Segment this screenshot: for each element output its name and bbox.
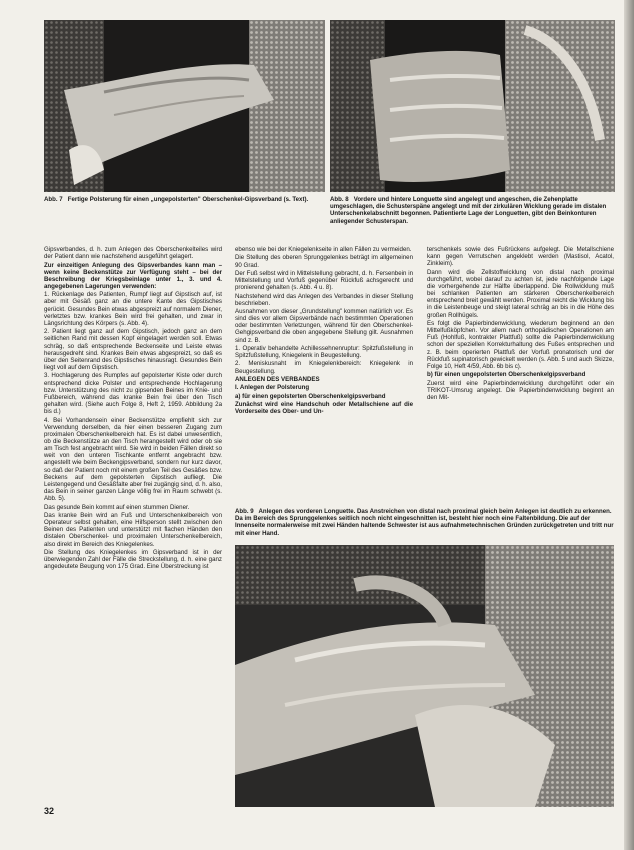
paragraph: ebenso wie bei der Kniegelenkseite in allen Fällen zu vermeiden. — [235, 246, 412, 253]
list-item: 1. Operativ behandelte Achillessehnenruptur: Spitzfußstellung in Spitzfußstellung, Kniegelenk in Beugestellung. — [235, 344, 413, 360]
text-column-3 — [427, 246, 614, 402]
figure-7-label: Abb. 7 — [44, 196, 63, 203]
paragraph: Das kranke Bein wird an Fuß und Unterschenkelbereich von Operateur selbst gehalten, eine Hilfsperson stellt zwischen den Beinen des Patienten und unterstützt mit flachen Händen den distalen Oberschenkel- und proximalen Unterschenkelbereich, also direkt im Bereich des Kniegelenkes. — [44, 511, 222, 548]
text-column-2 — [235, 246, 413, 417]
paragraph: Die Stellung des oberen Sprunggelenkes beträgt im allgemeinen 90 Grad. — [235, 254, 413, 269]
list-item: 2. Patient liegt ganz auf dem Gipstisch, jedoch ganz an dem seitlichen Rand mit dessen Kopf eingelagert werden soll. Etwas schräg, so daß entsprechende Beckenseite und Leiste etwas herausgedreht sind. Krankes Bein etwas abgespreizt, so daß es über den Seitenrand des Gipstisches hinausragt. Gesundes Bein liegt voll auf dem Gipstisch. — [44, 328, 222, 372]
paragraph: Gipsverbandes, d. h. zum Anlegen des Oberschenkelteiles wird der Patient dann wie nachstehend ausgeführt gelagert. — [44, 246, 222, 261]
figure-7-caption — [44, 196, 325, 203]
figure-8-caption-text: Vordere und hintere Longuette sind angelegt und angeschen, die Zehenplatte umgeschlagen, die Schusterspäne angelegt und mit der zirkulären Wicklung gerade im distalen Unterschenkelabschnitt begonnen. Patientierte Lage der Longuetten, gibt den Beinkonturen anliegender Schusterspan. — [330, 196, 607, 225]
subsection-heading: a) für einen gepolsterten Oberschenkelgipsverband — [235, 392, 386, 400]
list-item: 2. Meniskusnaht im Kniegelenkbereich: Kniegelenk in Beugestellung. — [235, 360, 413, 375]
subsection-heading: b) für einen ungepolsterten Oberschenkelgipsverband — [427, 371, 586, 379]
figure-9-label: Abb. 9 — [235, 508, 254, 515]
paragraph: Die Stellung des Kniegelenkes im Gipsverband ist in der überwiegenden Zahl der Fälle die Streckstellung, d. h. eine ganz angedeutete Beugung von 175 Grad. Eine Überstreckung ist — [44, 548, 222, 571]
paragraph: Der Fuß selbst wird in Mittelstellung gebracht, d. h. Fersenbein in Mittelstellung und Vorfuß gegenüber Rückfuß achsgerecht und pronierend gehalten (s. Abb. 4 u. 8). — [235, 269, 413, 292]
list-item: 4. Bei Vorhandensein einer Beckenstütze empfiehlt sich zur Verwendung derselben, da hier einen besseren Zugang zum proximalen Oberschenkelbereich hat. Es ist dabei unwesentlich, ob die Beckenstütze an den Tisch herangestellt wird oder ob sie am Tisch fest angebracht wird. Sie wird in beiden Fällen direkt so weit von den unteren Tischkante entfernt angebracht bzw. angestellt wie beim Beckengipsverband, sondern nur kurz davor, so daß der Patient noch mit einem großen Teil des Gesäßes bzw. Beckens auf dem gepolsterten Gipstisch aufliegt. Die Leistengegend und Gesäßfalte aber frei zugängig sind, d. h. also, das Bein in seiner ganzen Länge völlig frei im Raum schwebt (s. Abb. 5). — [44, 416, 222, 503]
figure-7-image — [44, 20, 325, 192]
page-spine-shadow — [624, 0, 634, 850]
figure-7-caption-text: Fertige Polsterung für einen „ungepolsterten" Oberschenkel-Gipsverband (s. Text). — [67, 196, 309, 203]
figure-8-caption — [330, 196, 615, 225]
paragraph: Dann wird die Zellstoffwicklung von distal nach proximal durchgeführt, wobei darauf zu achten ist, jede nachfolgende Lage die vorhergehende zur Hälfte überlappend. Die Rollwicklung muß bei schlanken Patienten am stärkeren Oberschenkelbereich entsprechend breit gewählt werden. Proximal reicht die Wicklung bis in die Leistenbeuge und steigt lateral schräg an bis in die Höhe des großen Rollhügels. — [427, 268, 614, 319]
paragraph: terschenkels sowie des Fußrückens aufgelegt. Die Metallschiene kann gegen Verrutschen angeklebt werden (Mastisol, Acatol, Zinkleim). — [427, 246, 614, 268]
figure-9-caption — [235, 508, 614, 537]
subsection-heading: I. Anlegen der Polsterung — [235, 384, 310, 392]
paragraph: Das gesunde Bein kommt auf einen stummen Diener. — [44, 503, 190, 511]
list-item: 3. Hochlagerung des Rumpfes auf gepolsterter Kiste oder durch entsprechend dicke Polster und entsprechende Hochlagerung bzw. Unterstützung des nicht zu gipsenden Beines im Knie- und Fußbereich, während das kranke Bein frei über den Tisch gehalten wird. (Siehe auch Folge 8, Heft 2, 1959. Abbildung 2a bis d.) — [44, 372, 222, 416]
paragraph: Ausnahmen von dieser „Grundstellung" kommen natürlich vor. Es sind dies vor allem Gipsverbände nach bestimmten Operationen oder bestimmten Verletzungen, während für den Oberschenkel-Gehgipsverband die oben angegebene Stellung gilt. Ausnahmen sind z. B. — [235, 308, 413, 344]
figure-8-label: Abb. 8 — [330, 196, 349, 203]
figure-9-caption-text: Anlegen des vorderen Longuette. Das Anstreichen von distal nach proximal gleich beim Anlegen ist deutlich zu erkennen. Da im Bereich des Sprunggelenkes seitlich noch nicht eingeschnitten ist, besteht hier noch eine Faltenbildung. Die auf der Innenseite normalerweise mit zwei Händen haltende Schwester ist aus aufnahmetechnischen Gründen zurückgetreten und tritt nur mit einer Hand. — [235, 508, 614, 537]
list-item: 1. Rückenlage des Patienten, Rumpf liegt auf Gipstisch auf, ist aber mit Gesäß ganz an die untere Kante des Gipstisches gerückt. Gesundes Bein etwas abgespreizt auf normalem Diener, verletztes bzw. krankes Bein wird frei gehalten, und zwar in Längsrichtung des Körpers (s. Abb. 4). — [44, 291, 222, 327]
page-number: 32 — [44, 806, 55, 816]
figure-8-photo — [330, 20, 615, 192]
paragraph: Nachstehend wird das Anlegen des Verbandes in dieser Stellung beschrieben. — [235, 292, 413, 307]
paragraph: Zuerst wird eine Papierbindenwicklung durchgeführt oder ein TRIKOT-Umsrug angelegt. Die Papierbindenwicklung beginnt an den Mit- — [427, 379, 614, 401]
figure-9-image — [235, 545, 614, 807]
paragraph: Zur einzeitigen Anlegung des Gipsverbandes kann man – wenn keine Beckenstütze zur Verfügung steht – bei der Beschreibung der Kriegsbeinlage unter 1., 3. und 4. angegebenen Lagerungen verwenden: — [44, 261, 222, 290]
figure-8-image — [330, 20, 615, 192]
section-heading: ANLEGEN DES VERBANDES — [235, 375, 320, 383]
figure-9-photo — [235, 545, 614, 807]
paragraph: Zunächst wird eine Handschuh oder Metallschiene auf die Vorderseite des Ober- und Un- — [235, 401, 413, 416]
text-column-1 — [44, 246, 222, 572]
figure-7-photo — [44, 20, 325, 192]
paragraph: Es folgt die Papierbindenwicklung, wiederum beginnend an den Mittelfußköpfchen. Vor allem nach orthopädischen Operationen am Fuß (Hohlfuß, kontrakter Plattfuß) sollte die Papierbindenwicklung schon der speziellen Korrekturhaltung des Fußes entsprechen und z. B. beim operierten Plattfuß der Vorfuß pronatorisch und der Rückfuß supinatorisch gewickelt werden (s. Abb. 5 und auch Skizze, Folge 10, Heft 4/59, Abb. 6b bis c). — [427, 319, 614, 370]
